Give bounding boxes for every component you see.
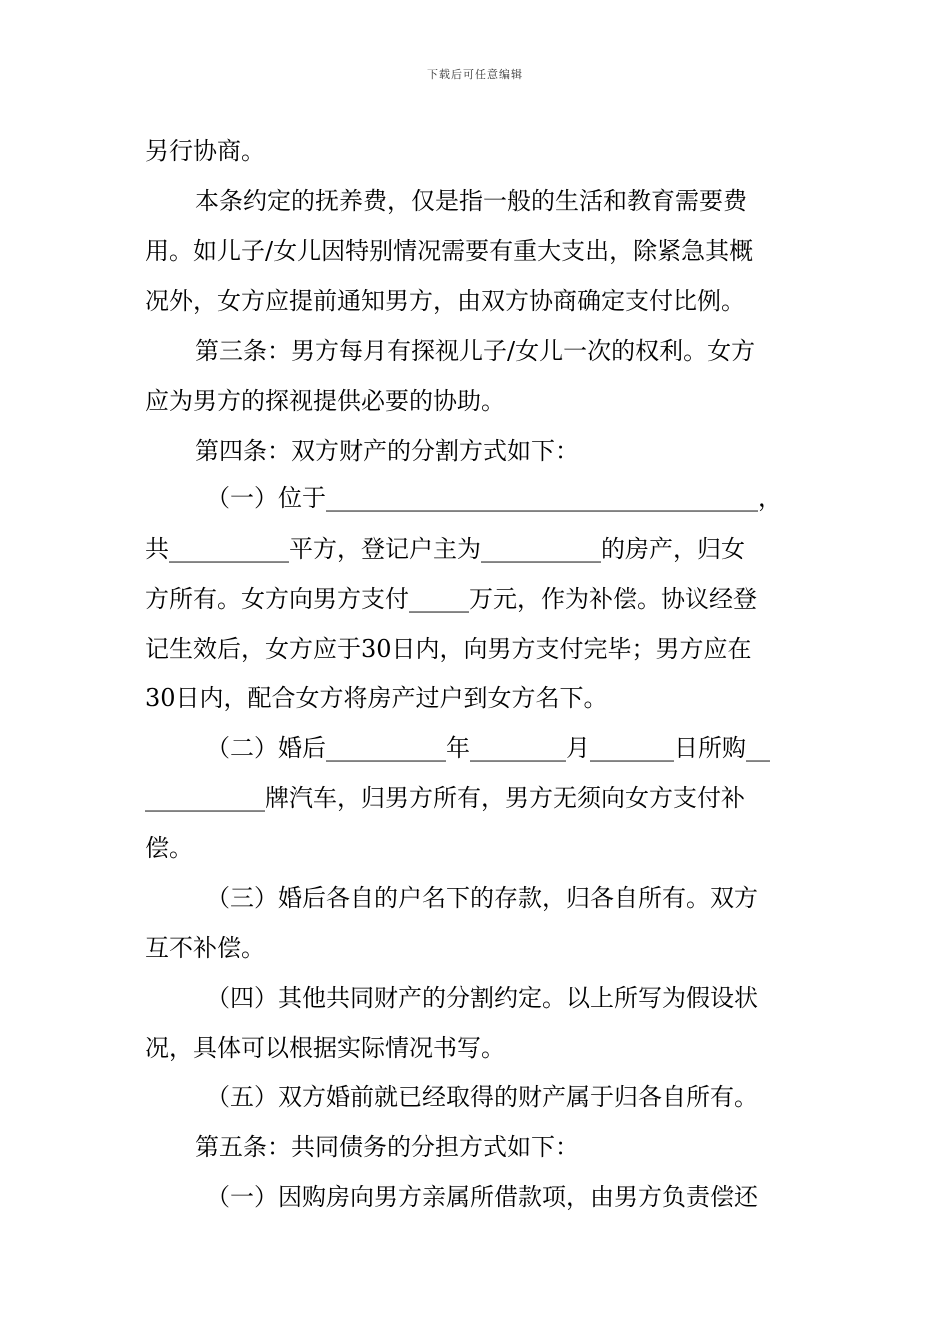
text-line: （三）婚后各自的户名下的存款，归各自所有。双方 xyxy=(206,884,758,912)
text-line: 用。如儿子/女儿因特别情况需要有重大支出，除紧急其概 xyxy=(145,237,754,265)
text-line: __________牌汽车，归男方所有，男方无须向女方支付补 xyxy=(145,784,745,812)
text-line: 互不补偿。 xyxy=(145,934,265,962)
text-line: 第四条：双方财产的分割方式如下： xyxy=(195,437,579,465)
text-line: 况外，女方应提前通知男方，由双方协商确定支付比例。 xyxy=(145,287,745,315)
text-line: 另行协商。 xyxy=(145,137,265,165)
text-line: 方所有。女方向男方支付_____万元，作为补偿。协议经登 xyxy=(145,585,757,613)
page-header: 下载后可任意编辑 xyxy=(427,68,523,81)
text-line: 记生效后，女方应于30日内，向男方支付完毕；男方应在 xyxy=(145,635,752,663)
text-line: 第三条：男方每月有探视儿子/女儿一次的权利。女方 xyxy=(195,337,756,365)
text-line: 本条约定的抚养费，仅是指一般的生活和教育需要费 xyxy=(195,187,747,215)
text-line: （二）婚后__________年________月_______日所购__ xyxy=(206,734,770,762)
text-line: 况，具体可以根据实际情况书写。 xyxy=(145,1034,505,1062)
text-line: 偿。 xyxy=(145,834,193,862)
text-line: 30日内，配合女方将房产过户到女方名下。 xyxy=(145,684,608,712)
text-line: （一）位于____________________________________， xyxy=(206,484,782,512)
text-line: （五）双方婚前就已经取得的财产属于归各自所有。 xyxy=(206,1083,758,1111)
text-line: 应为男方的探视提供必要的协助。 xyxy=(145,387,505,415)
text-line: 共__________平方，登记户主为__________的房产，归女 xyxy=(145,535,745,563)
text-line: （四）其他共同财产的分割约定。以上所写为假设状 xyxy=(206,984,758,1012)
text-line: 第五条：共同债务的分担方式如下： xyxy=(195,1133,579,1161)
text-line: （一）因购房向男方亲属所借款项，由男方负责偿还 xyxy=(206,1183,758,1211)
